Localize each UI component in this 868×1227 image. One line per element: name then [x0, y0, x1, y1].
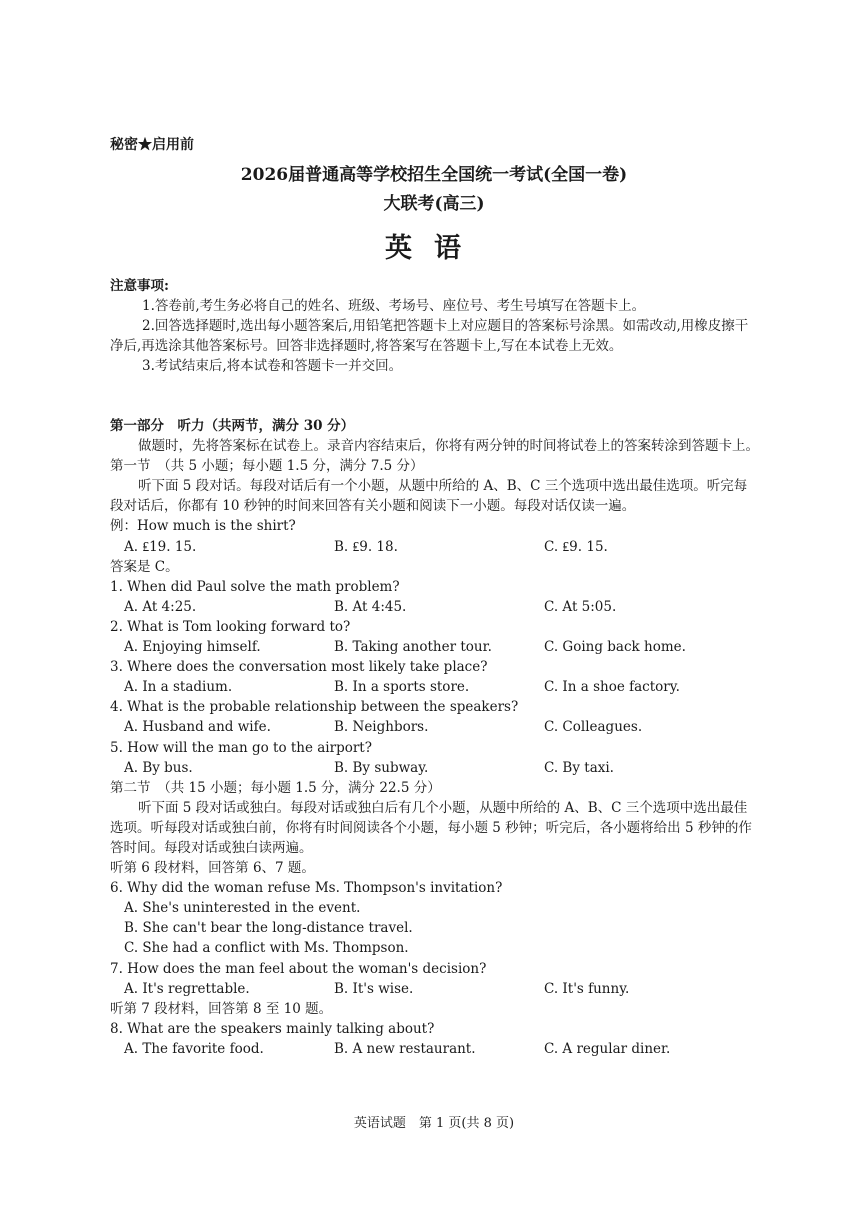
option-c: C. It's funny.	[544, 980, 630, 997]
option-b: B. By subway.	[334, 759, 429, 776]
question-8: 8. What are the speakers mainly talking about?	[110, 1020, 435, 1037]
exam-title: 2026届普通高等学校招生全国统一考试(全国一卷)	[240, 165, 628, 185]
notes-heading: 注意事项:	[110, 278, 169, 294]
question-8-options	[110, 1039, 760, 1059]
option-b: B. She can't bear the long-distance travel.	[124, 920, 413, 937]
option-b: B. It's wise.	[334, 980, 414, 997]
note-item: 3.考试结束后,将本试卷和答题卡一并交回。	[142, 358, 403, 374]
option-b: B. At 4:45.	[334, 598, 407, 615]
question-4: 4. What is the probable relationship between the speakers?	[110, 699, 519, 716]
option-c: C. At 5:05.	[544, 598, 617, 615]
option-c: C. ₤9. 15.	[544, 538, 608, 555]
question-7: 7. How does the man feel about the woman's decision?	[110, 960, 487, 977]
option-b: B. In a sports store.	[334, 679, 470, 696]
example-question: 例：How much is the shirt?	[110, 518, 296, 535]
option-a: A. Enjoying himself.	[124, 639, 261, 656]
confidential-label: 秘密★启用前	[110, 137, 194, 153]
note-item: 1.答卷前,考生务必将自己的姓名、班级、考场号、座位号、考生号填写在答题卡上。	[142, 298, 646, 314]
question-1: 1. When did Paul solve the math problem?	[110, 578, 400, 595]
option-a: A. In a stadium.	[124, 679, 233, 696]
question-5: 5. How will the man go to the airport?	[110, 739, 372, 756]
option-a: A. At 4:25.	[124, 598, 197, 615]
example-options	[110, 537, 760, 557]
option-a: A. Husband and wife.	[124, 719, 271, 736]
question-7-options	[110, 979, 760, 999]
option-a: A. ₤19. 15.	[124, 538, 197, 555]
option-c: C. Going back home.	[544, 639, 686, 656]
option-b: B. Neighbors.	[334, 719, 429, 736]
option-a: A. It's regrettable.	[124, 980, 250, 997]
question-4-options	[110, 717, 760, 737]
question-2-options	[110, 637, 760, 657]
question-1-options	[110, 597, 760, 617]
section1-heading: 第一节 （共 5 小题；每小题 1.5 分，满分 7.5 分）	[110, 458, 424, 475]
page-footer: 英语试题 第 1 页(共 8 页)	[353, 1116, 515, 1131]
listening-part	[110, 416, 760, 1059]
exam-subtitle: 大联考(高三)	[383, 194, 485, 214]
example-answer: 答案是 C。	[110, 558, 179, 575]
option-a: A. The favorite food.	[124, 1040, 264, 1057]
section2-instruction: 听下面 5 段对话或独白。每段对话或独白后有几个小题，从题中所给的 A、B、C 三个选项中选出最佳选项。听每段对话或独白前，你将有时间阅读各个小题，每小题 5 秒钟；听完后，各小题将给出 5 秒钟的作答时间。每段对话或独白读两遍。	[110, 799, 752, 856]
notes-section	[110, 276, 760, 376]
option-c: C. Colleagues.	[544, 719, 643, 736]
note-item: 2.回答选择题时,选出每小题答案后,用铅笔把答题卡上对应题目的答案标号涂黑。如需改动,用橡皮擦干净后,再选涂其他答案标号。回答非选择题时,将答案写在答题卡上,写在本试卷上无效。	[110, 318, 749, 354]
option-b: B. A new restaurant.	[334, 1040, 476, 1057]
option-a: A. She's uninterested in the event.	[124, 900, 361, 917]
section1-instruction: 听下面 5 段对话。每段对话后有一个小题，从题中所给的 A、B、C 三个选项中选出最佳选项。听完每段对话后，你都有 10 秒钟的时间来回答有关小题和阅读下一小题。每段对话仅读一遍。	[110, 478, 748, 515]
option-c: C. A regular diner.	[544, 1040, 671, 1057]
option-c: C. By taxi.	[544, 759, 614, 776]
option-b: B. Taking another tour.	[334, 639, 492, 656]
option-a: A. By bus.	[124, 759, 193, 776]
section2-heading: 第二节 （共 15 小题；每小题 1.5 分，满分 22.5 分）	[110, 779, 441, 796]
question-5-options	[110, 758, 760, 778]
question-3: 3. Where does the conversation most likely take place?	[110, 659, 488, 676]
part1-instruction: 做题时，先将答案标在试卷上。录音内容结束后，你将有两分钟的时间将试卷上的答案转涂到答题卡上。	[138, 438, 759, 455]
option-c: C. In a shoe factory.	[544, 679, 680, 696]
material-6-note: 听第 6 段材料，回答第 6、7 题。	[110, 860, 315, 877]
subject-title: 英语	[385, 233, 483, 264]
material-7-note: 听第 7 段材料，回答第 8 至 10 题。	[110, 1000, 333, 1017]
question-2: 2. What is Tom looking forward to?	[110, 618, 351, 635]
question-6: 6. Why did the woman refuse Ms. Thompson's invitation?	[110, 880, 503, 897]
option-c: C. She had a conflict with Ms. Thompson.	[124, 940, 409, 957]
part1-heading: 第一部分 听力（共两节，满分 30 分）	[110, 418, 355, 434]
question-3-options	[110, 677, 760, 697]
option-b: B. ₤9. 18.	[334, 538, 398, 555]
